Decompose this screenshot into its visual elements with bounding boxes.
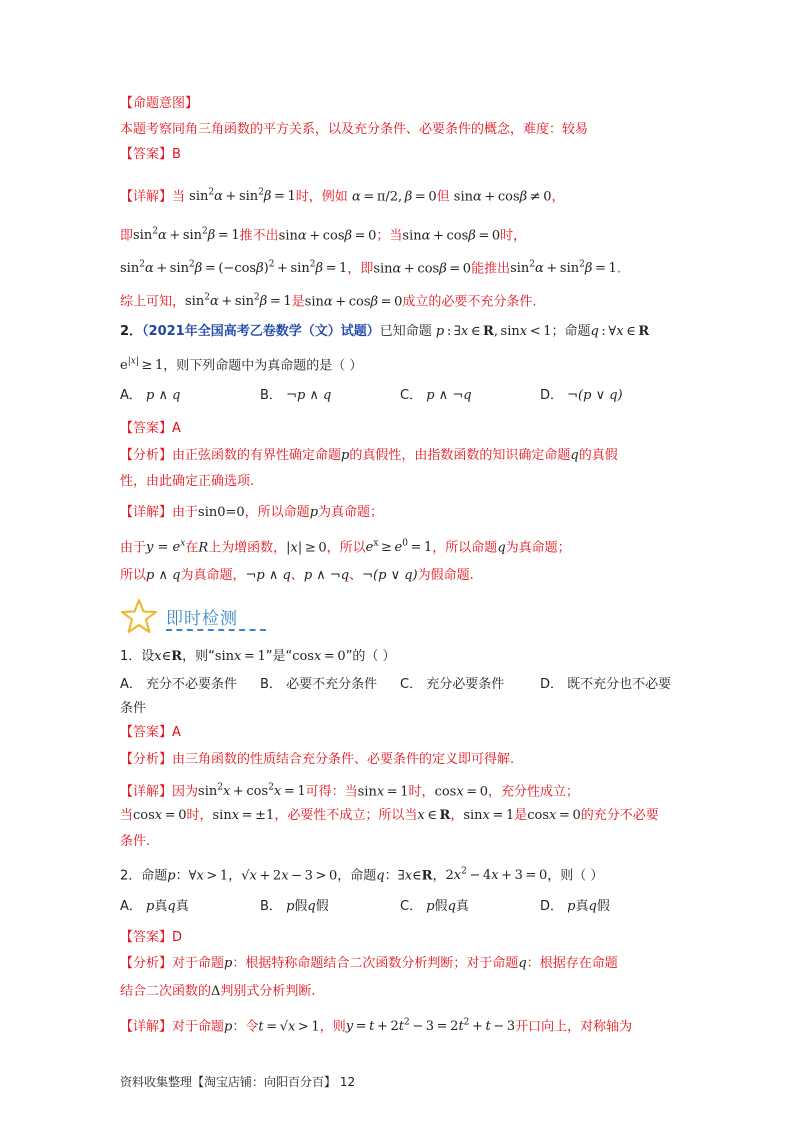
detail-line-1: 【详解】当 $\sin^2\alpha + \sin^2\beta = 1$时，例如 α = π/2, β = 0但 sinα + cosβ ≠ 0， [120, 188, 565, 205]
detail-line-4: 综上可知，$\sin^2\alpha + \sin^2\beta = 1$是sinα + cosβ = 0成立的必要不充分条件. [120, 293, 537, 310]
q2-detail-1: 【详解】由于sin0=0，所以命题p为真命题； [120, 505, 384, 520]
t1-option-a[interactable]: A． 充分不必要条件 [120, 677, 238, 692]
footer [120, 1073, 355, 1090]
test-2-stem: 2．命题p：∀x > 1，√x + 2x − 3 > 0，命题q：∃x∈R，$2x^2 - 4x + 3 = 0$，则（ ） [120, 867, 604, 884]
question-2-stem-2: $e^{|x|} \ge 1$，则下列命题中为真命题的是（ ） [120, 357, 363, 374]
star-icon [120, 598, 158, 634]
t1-analysis: 【分析】由三角函数的性质结合充分条件、必要条件的定义即可得解. [120, 752, 515, 767]
detail-line-2: 即$\sin^2\alpha + \sin^2\beta = 1$推不出sinα + cosβ = 0；当sinα + cosβ = 0时， [120, 227, 527, 244]
t2-option-b[interactable]: B． p假q假 [260, 899, 329, 914]
page-number: 12 [339, 1075, 356, 1089]
q2-option-a[interactable]: A． p ∧ q [120, 388, 181, 403]
footer-text: 资料收集整理【淘宝店铺：向阳百分百】 [120, 1075, 337, 1089]
t2-analysis-1: 【分析】对于命题p：根据特称命题结合二次函数分析判断；对于命题q：根据存在命题 [120, 956, 618, 971]
q2-answer: 【答案】A [120, 421, 181, 436]
q2-analysis-2: 性，由此确定正确选项. [120, 474, 255, 489]
t1-option-d[interactable]: D． 既不充分也不必要 [540, 677, 672, 692]
t2-option-d[interactable]: D． p真q假 [540, 899, 610, 914]
q2-option-b[interactable]: B． ¬p ∧ q [260, 388, 332, 403]
answer-line-1: 【答案】B [120, 147, 181, 162]
t2-option-a[interactable]: A． p真q真 [120, 899, 189, 914]
t2-answer: 【答案】D [120, 930, 183, 945]
q2-detail-2: 由于$y = e^x$在R上为增函数，|x| ≥ 0，所以$e^x \ge e^0 = 1$，所以命题q为真命题； [120, 539, 571, 556]
detail-line-3: $\sin^2\alpha + \sin^2\beta = (-\cos\beta)^2 + \sin^2\beta = 1$，即sinα + cosβ = 0能推出$\sin^2\alpha + \sin^2\beta = 1$. [120, 260, 621, 277]
intent-text: 本题考察同角三角函数的平方关系，以及充分条件、必要条件的概念，难度：较易 [120, 122, 589, 137]
t1-option-d-wrap: 条件 [120, 701, 147, 716]
t1-answer: 【答案】A [120, 725, 181, 740]
t1-detail-3: 条件. [120, 834, 151, 849]
question-2-stem: 2．（2021年全国高考乙卷数学（文）试题）已知命题 p : ∃x ∈ R, sinx < 1；命题q : ∀x ∈ R [120, 324, 650, 339]
section-header [120, 598, 260, 634]
t2-option-c[interactable]: C． p假q真 [400, 899, 469, 914]
t2-detail-1: 【详解】对于命题p：令t = √x > 1，则$y = t + 2t^2 - 3 = 2t^2 + t - 3$开口向上，对称轴为 [120, 1018, 633, 1035]
q2-detail-3: 所以p ∧ q为真命题，¬p ∧ q、p ∧ ¬q、¬(p ∨ q)为假命题. [120, 568, 474, 583]
q2-option-d[interactable]: D． ¬(p ∨ q) [540, 388, 623, 403]
t1-option-b[interactable]: B． 必要不充分条件 [260, 677, 378, 692]
intent-tag: 【命题意图】 [120, 96, 199, 111]
t1-detail-2: 当cosx = 0时，sinx = ±1，必要性不成立；所以当x ∈ R，sinx = 1是cosx = 0的充分不必要 [120, 808, 659, 823]
t1-detail-1: 【详解】因为$\sin^2x + \cos^2x = 1$可得：当sinx = 1时，cosx = 0，充分性成立； [120, 783, 580, 800]
q2-option-c[interactable]: C． p ∧ ¬q [400, 388, 472, 403]
section-title: 即时检测 [166, 609, 238, 629]
q2-analysis-1: 【分析】由正弦函数的有界性确定命题p的真假性，由指数函数的知识确定命题q的真假 [120, 448, 618, 463]
test-1-stem: 1．设x∈R，则“sinx = 1”是“cosx = 0”的（ ） [120, 649, 396, 664]
t2-analysis-2: 结合二次函数的Δ判别式分析判断. [120, 984, 316, 999]
t1-option-c[interactable]: C． 充分必要条件 [400, 677, 505, 692]
section-underline [166, 629, 266, 631]
